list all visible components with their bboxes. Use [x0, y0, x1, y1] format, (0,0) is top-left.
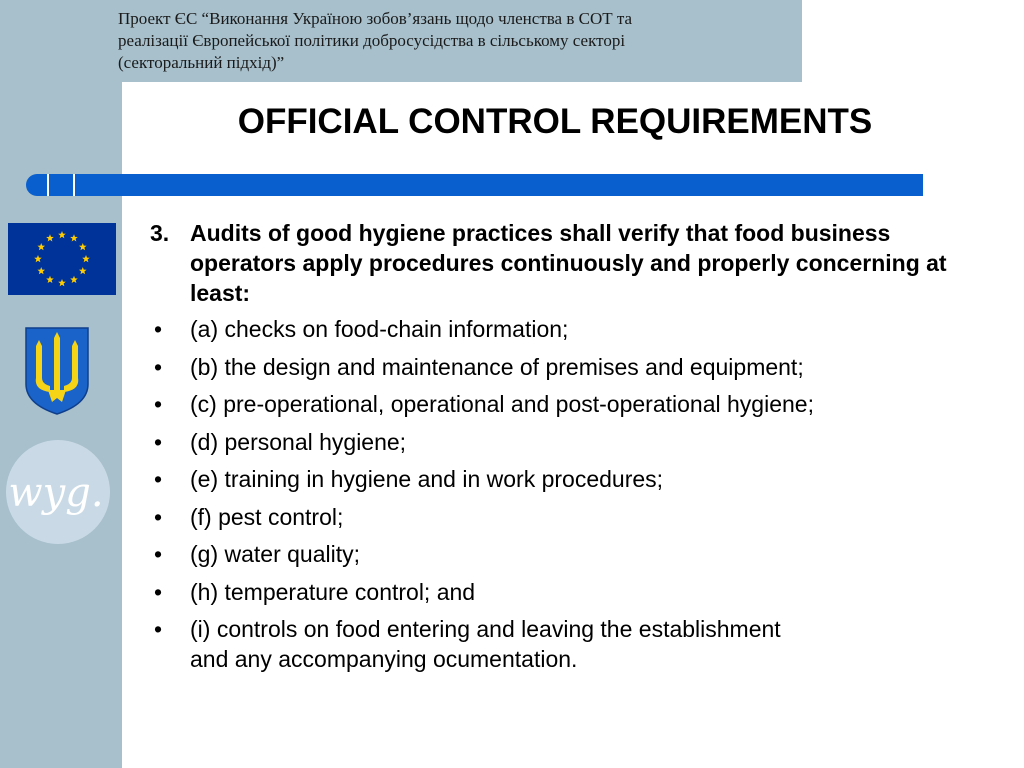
eu-flag-icon [8, 223, 116, 295]
list-item-text: (f) pest control; [190, 503, 344, 530]
intro-paragraph [150, 218, 980, 308]
project-caption [118, 8, 778, 74]
project-caption-line: реалізації Європейської політики добросусідства в сільському секторі [118, 31, 626, 50]
intro-number: 3. [150, 220, 170, 246]
bullet-point: • [154, 391, 163, 417]
wyg-logo-text: wyg. [8, 470, 104, 516]
list-item [150, 389, 980, 419]
list-item-text: (d) personal hygiene; [190, 428, 407, 455]
list-item [150, 614, 980, 674]
list-item [150, 502, 980, 532]
list-item [150, 464, 980, 494]
bullet-point: • [154, 428, 163, 455]
list-item [150, 577, 980, 607]
intro-text: Audits of good hygiene practices shall verify that food business operators apply procedures continuously and properly concerning at least: [190, 220, 947, 306]
bullet-point: • [154, 616, 163, 642]
list-item-text: (a) checks on food-chain information; [190, 316, 569, 342]
bullet-point: • [154, 503, 163, 530]
requirements-list [150, 314, 980, 674]
list-item [150, 427, 980, 457]
list-item [150, 539, 980, 569]
list-item-text: (g) water quality; [190, 541, 361, 567]
bullet-point: • [154, 316, 163, 342]
slide-body [150, 218, 980, 682]
accent-bar-divider [73, 174, 75, 196]
list-item-text: (b) the design and maintenance of premises and equipment; [190, 353, 804, 380]
slide-title: OFFICIAL CONTROL REQUIREMENTS [237, 102, 873, 141]
trident-icon [22, 324, 92, 416]
wyg-logo [6, 440, 110, 544]
list-item-text: and any accompanying ocumentation. [190, 646, 578, 672]
bullet-point: • [154, 541, 163, 567]
bullet-point: • [154, 578, 163, 605]
list-item-text: (h) temperature control; and [190, 578, 476, 605]
bullet-point: • [154, 466, 163, 492]
list-item-text: (e) training in hygiene and in work procedures; [190, 466, 664, 492]
bullet-point: • [154, 353, 163, 380]
list-item [150, 314, 980, 344]
accent-bar [26, 174, 923, 196]
list-item-text: (i) controls on food entering and leaving the establishment [190, 616, 781, 642]
project-caption-line: Проект ЄС “Виконання Україною зобов’язань щодо членства в СОТ та [118, 9, 633, 28]
project-caption-line: (секторальний підхід)” [118, 53, 285, 72]
list-item-text: (c) pre-operational, operational and post-operational hygiene; [190, 391, 814, 417]
accent-bar-divider [47, 174, 49, 196]
list-item [150, 352, 980, 382]
